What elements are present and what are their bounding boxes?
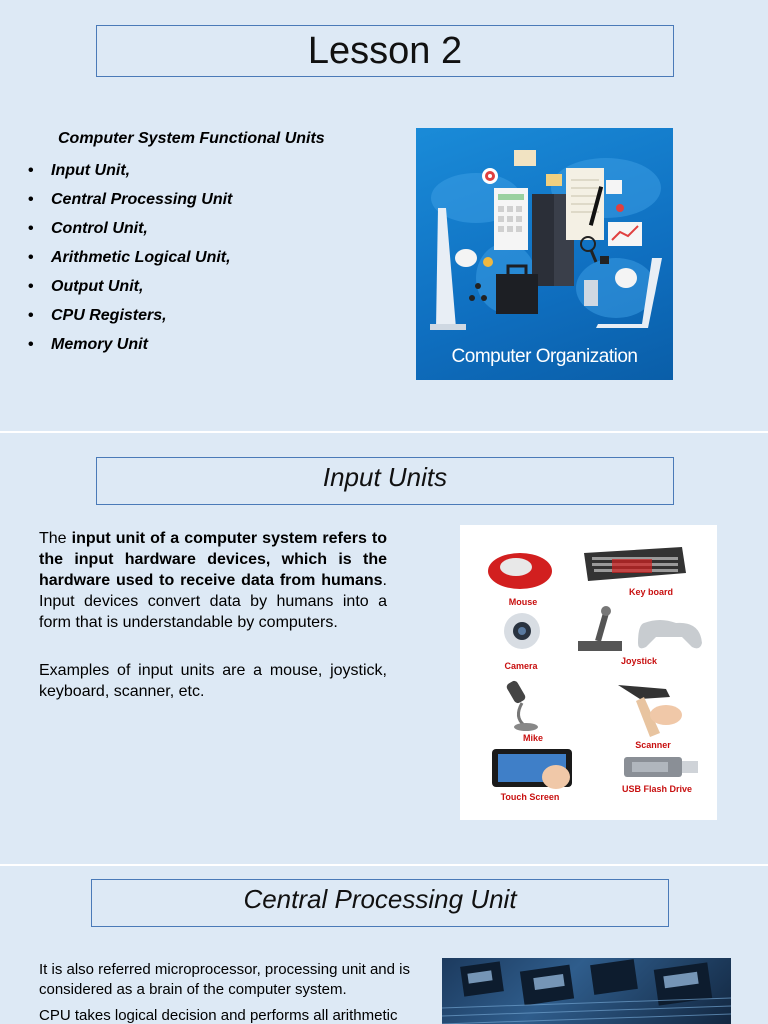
device-label-joystick: Joystick <box>620 656 658 666</box>
input-unit-examples: Examples of input units are a mouse, joystick, keyboard, scanner, etc. <box>39 662 387 700</box>
device-label-mouse: Mouse <box>508 597 538 607</box>
list-item: • Central Processing Unit <box>28 187 232 216</box>
list-item: • Memory Unit <box>28 332 232 361</box>
device-label-scanner: Scanner <box>635 740 671 750</box>
device-label-keyboard: Key board <box>628 587 673 597</box>
input-devices-image <box>460 525 717 820</box>
office-items-illustration <box>416 128 673 380</box>
image-caption: Computer Organization <box>451 346 638 367</box>
functional-units-heading: Computer System Functional Units <box>58 130 325 147</box>
slide-title: Central Processing Unit <box>91 879 669 927</box>
cpu-board-image <box>442 958 731 1024</box>
cpu-function: CPU takes logical decision and performs all arithmetic <box>39 1007 398 1024</box>
slide-lesson-2 <box>0 0 768 431</box>
device-label-mike: Mike <box>522 733 543 743</box>
slide-title: Input Units <box>96 457 674 505</box>
slide-central-processing-unit <box>0 866 768 1024</box>
computer-organization-image <box>416 128 673 380</box>
input-unit-definition <box>39 528 387 633</box>
definition-rest: . Input devices convert data by humans into a form that is understandable by computers. <box>39 572 387 631</box>
slide-title: Lesson 2 <box>96 25 674 77</box>
definition-lead: The <box>39 530 72 547</box>
cpu-description: It is also referred microprocessor, processing unit and is considered as a brain of the computer system. <box>39 961 410 998</box>
input-devices-illustration <box>460 525 717 820</box>
list-item: • Arithmetic Logical Unit, <box>28 245 232 274</box>
device-label-camera: Camera <box>504 661 538 671</box>
list-item: • CPU Registers, <box>28 303 232 332</box>
definition-bold: input unit of a computer system refers to the input hardware devices, which is the hardware used to receive data from humans <box>39 530 388 589</box>
slide-input-units <box>0 433 768 864</box>
list-item: • Control Unit, <box>28 216 232 245</box>
functional-units-list <box>28 158 232 361</box>
list-item: • Input Unit, <box>28 158 232 187</box>
device-label-usb-flash-drive: USB Flash Drive <box>621 784 693 794</box>
circuit-board-illustration <box>442 958 731 1024</box>
list-item: • Output Unit, <box>28 274 232 303</box>
device-label-touch-screen: Touch Screen <box>500 792 560 802</box>
